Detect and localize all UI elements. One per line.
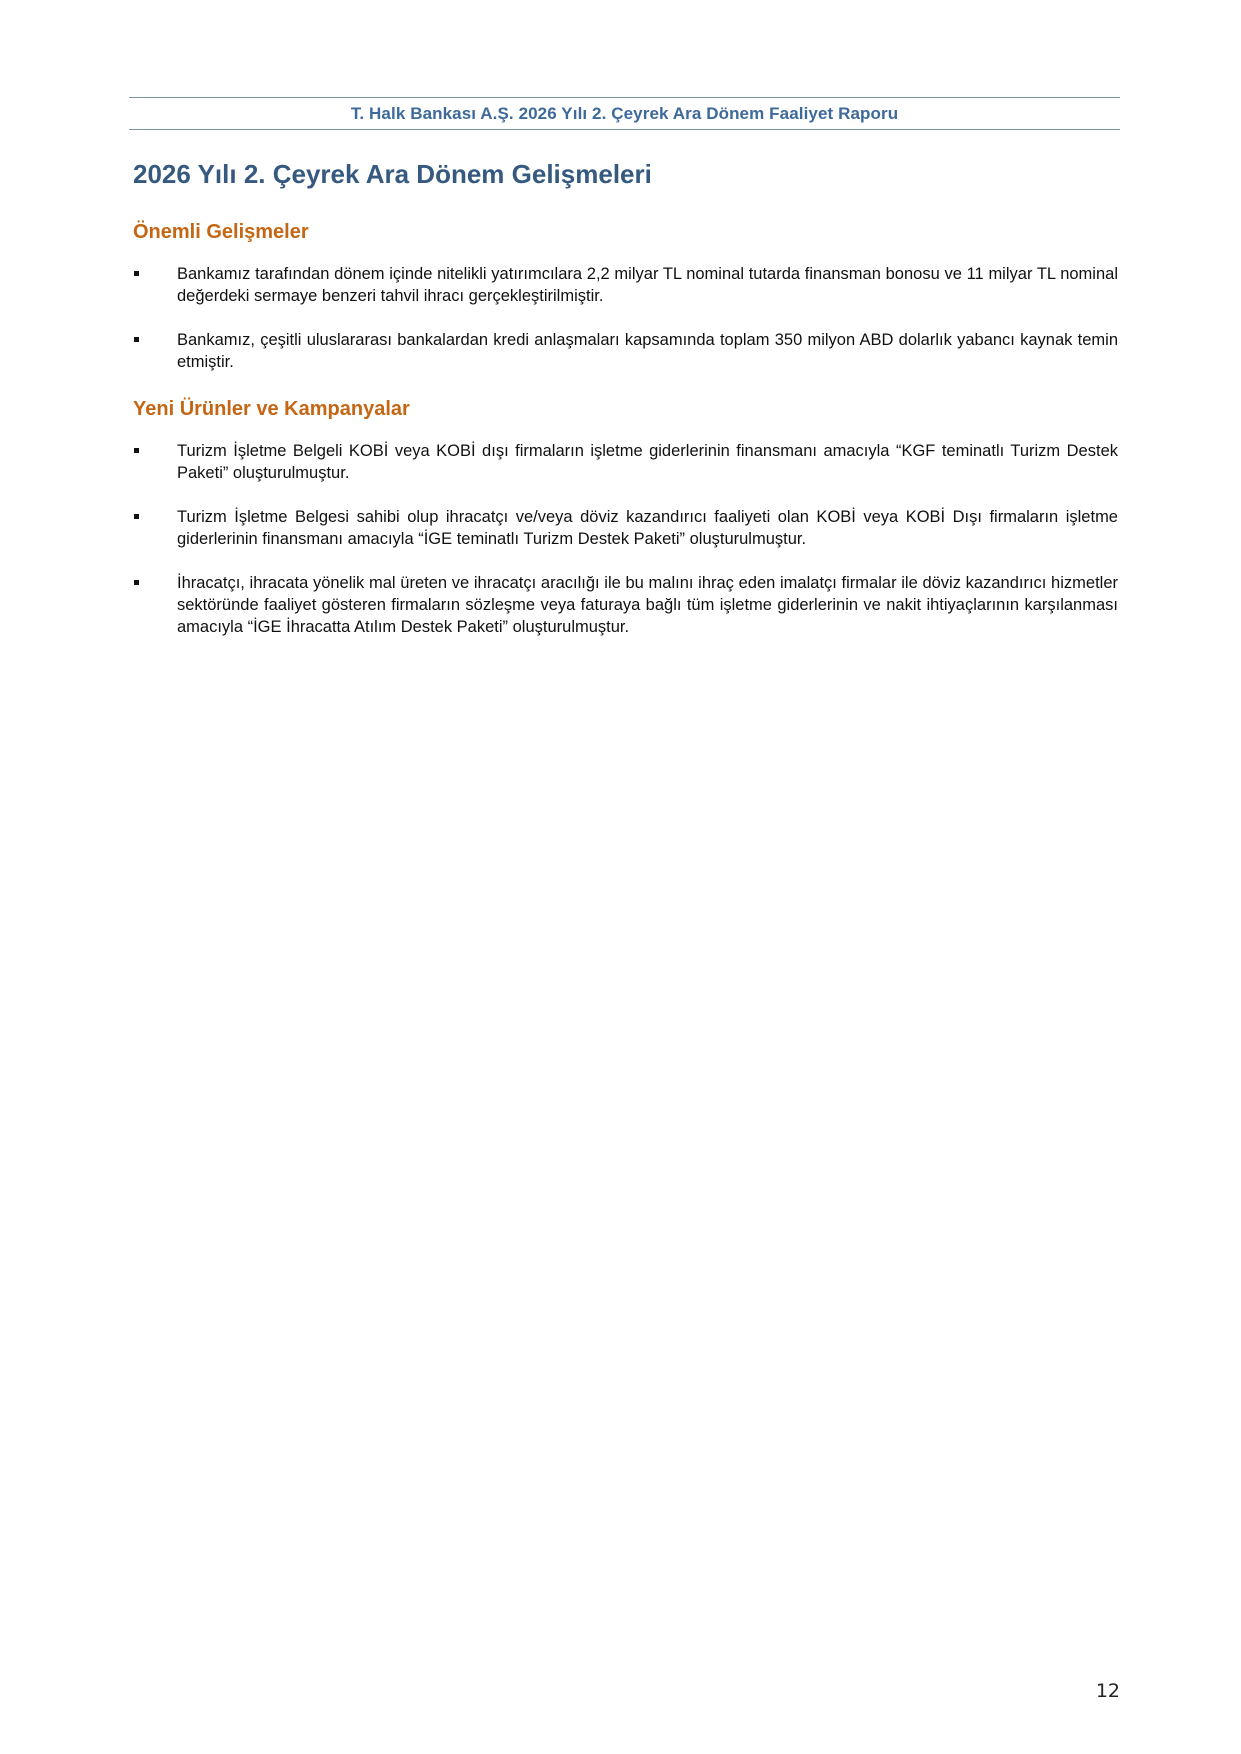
- list-item: [133, 572, 1118, 638]
- list-item-text: İhracatçı, ihracata yönelik mal üreten ve ihracatçı aracılığı ile bu malını ihraç eden imalatçı firmalar ile döviz kazandırıcı hizmetler sektöründe faaliyet gösteren firmaların sözleşme veya faturaya bağlı tüm işletme giderlerinin ve nakit ihtiyaçlarının karşılanması amacıyla “İGE İhracatta Atılım Destek Paketi” oluşturulmuştur.: [177, 574, 1118, 636]
- section-heading: Yeni Ürünler ve Kampanyalar: [133, 398, 410, 420]
- running-header: [129, 97, 1120, 130]
- section-heading: Önemli Gelişmeler: [133, 221, 309, 243]
- page-title: 2026 Yılı 2. Çeyrek Ara Dönem Gelişmeleri: [133, 159, 652, 189]
- page-content: [133, 156, 1118, 660]
- bullet-list: [133, 440, 1118, 638]
- square-bullet-icon: [134, 448, 139, 453]
- list-item: [133, 263, 1118, 307]
- page-number: 12: [1095, 1680, 1120, 1702]
- square-bullet-icon: [134, 337, 139, 342]
- square-bullet-icon: [134, 580, 139, 585]
- square-bullet-icon: [134, 271, 139, 276]
- list-item-text: Bankamız, çeşitli uluslararası bankalardan kredi anlaşmaları kapsamında toplam 350 milyon ABD dolarlık yabancı kaynak temin etmiştir.: [177, 331, 1118, 371]
- section-new-products: [133, 395, 1118, 638]
- running-header-title: T. Halk Bankası A.Ş. 2026 Yılı 2. Çeyrek Ara Dönem Faaliyet Raporu: [350, 103, 899, 123]
- list-item-text: Bankamız tarafından dönem içinde nitelikli yatırımcılara 2,2 milyar TL nominal tutarda finansman bonosu ve 11 milyar TL nominal değerdeki sermaye benzeri tahvil ihracı gerçekleştirilmiştir.: [177, 265, 1118, 305]
- list-item: [133, 440, 1118, 484]
- list-item: [133, 506, 1118, 550]
- bullet-list: [133, 263, 1118, 373]
- list-item-text: Turizm İşletme Belgesi sahibi olup ihracatçı ve/veya döviz kazandırıcı faaliyeti olan KOBİ veya KOBİ Dışı firmaların işletme giderlerinin finansmanı amacıyla “İGE teminatlı Turizm Destek Paketi” oluşturulmuştur.: [177, 508, 1118, 548]
- list-item-text: Turizm İşletme Belgeli KOBİ veya KOBİ dışı firmaların işletme giderlerinin finansmanı amacıyla “KGF teminatlı Turizm Destek Paketi” oluşturulmuştur.: [177, 442, 1118, 482]
- list-item: [133, 329, 1118, 373]
- section-important-developments: [133, 218, 1118, 373]
- square-bullet-icon: [134, 514, 139, 519]
